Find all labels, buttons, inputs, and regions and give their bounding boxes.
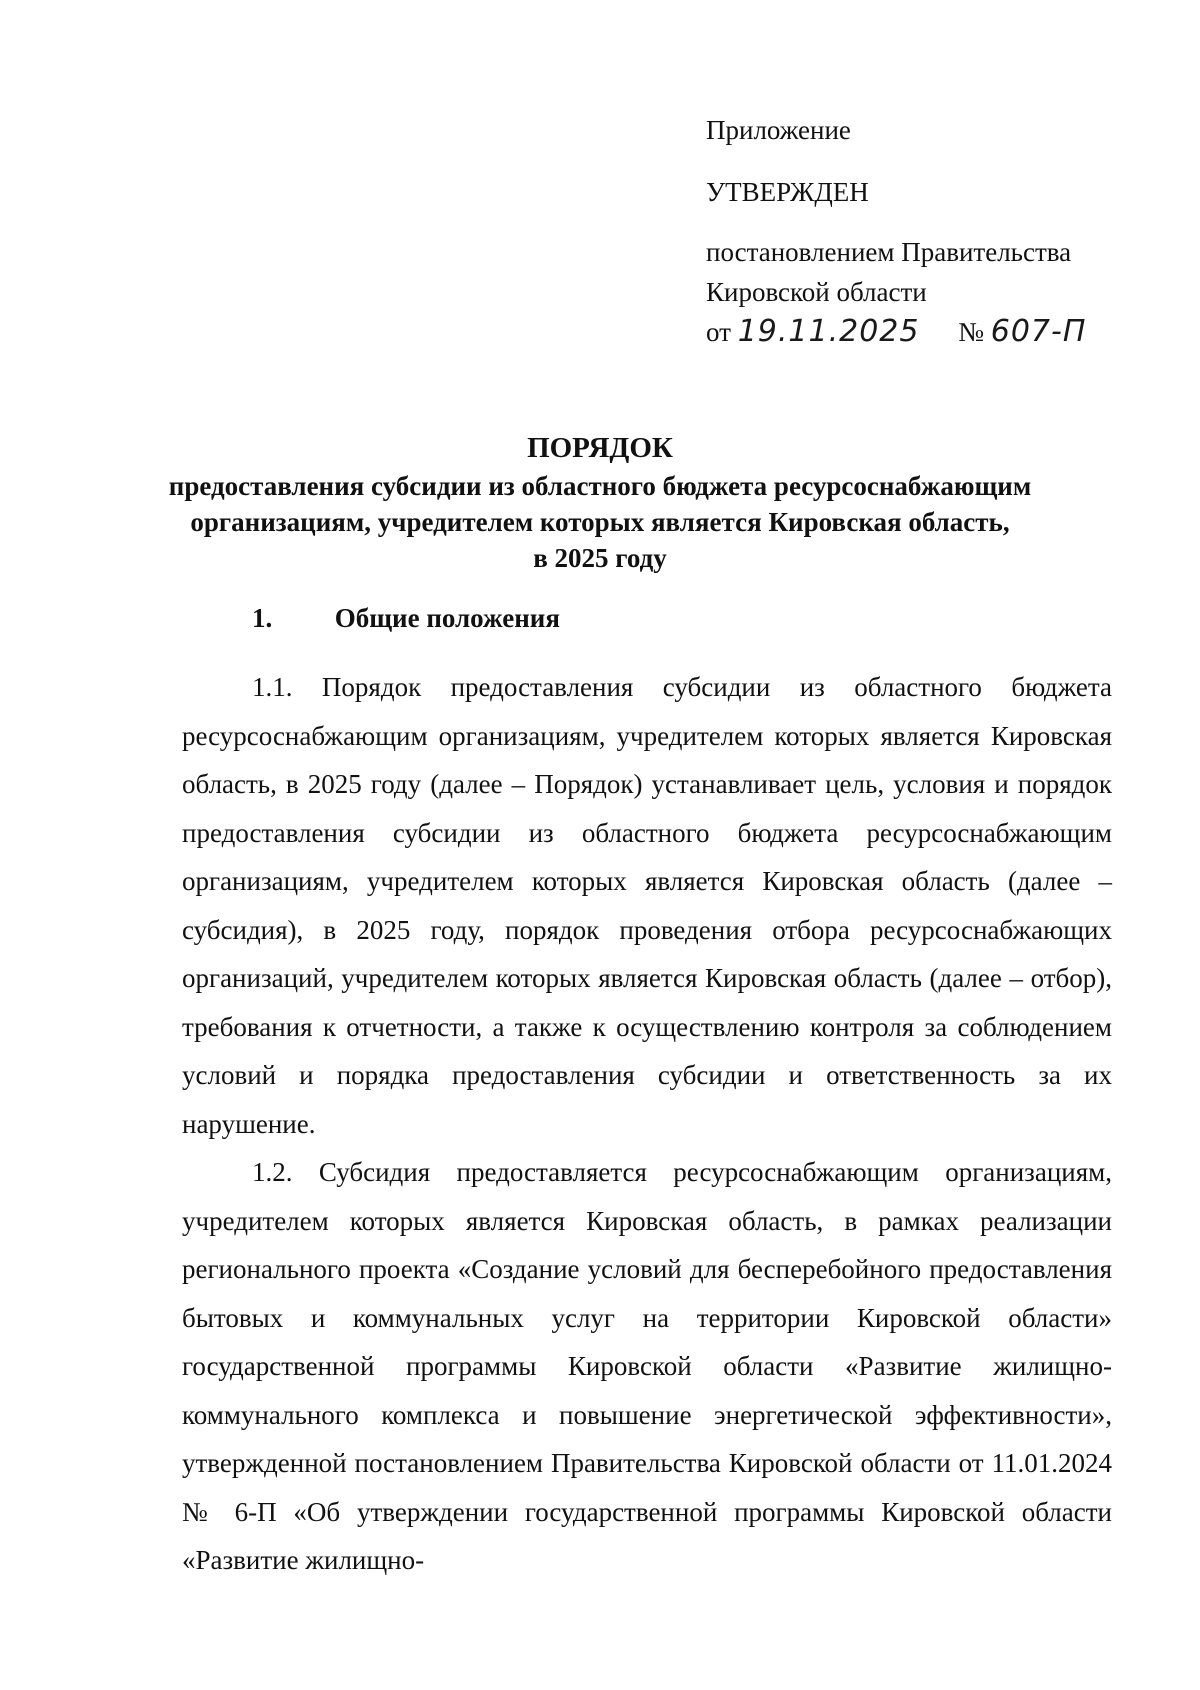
body-text <box>182 663 1112 1585</box>
paragraph-1-1: 1.1. Порядок предоставления субсидии из областного бюджета ресурсоснабжающим организациям, учредителем которых является Кировская область, в 2025 году (далее – Порядок) устанавливает цель, условия и порядок предоставления субсидии из областного бюджета ресурсоснабжающим организациям, учредителем которых является Кировская область (далее – субсидия), в 2025 году, порядок проведения отбора ресурсоснабжающих организаций, учредителем которых является Кировская область (далее – отбор), требования к отчетности, а также к осуществлению контроля за соблюдением условий и порядка предоставления субсидии и ответственность за их нарушение. <box>182 672 1112 1139</box>
title-line-2: организациям, учредителем которых является Кировская область, <box>190 507 1010 537</box>
number-sign: № <box>958 317 984 347</box>
appendix-label: Приложение <box>706 115 851 145</box>
section-number: 1. <box>252 603 273 633</box>
approved-by-line-2: Кировской области <box>706 277 927 307</box>
title-line-1: предоставления субсидии из областного бюджета ресурсоснабжающим <box>168 471 1032 501</box>
approved-by-line-1: постановлением Правительства <box>706 237 1072 267</box>
section-heading <box>252 603 560 634</box>
paragraph-1-2: 1.2. Субсидия предоставляется ресурсоснабжающим организациям, учредителем которых является Кировская область, в рамках реализации регионального проекта «Создание условий для бесперебойного предоставления бытовых и коммунальных услуг на территории Кировской области» государственной программы Кировской области «Развитие жилищно-коммунального комплекса и повышение энергетической эффективности», утвержденной постановлением Правительства Кировской области от 11.01.2024 № 6-П «Об утверждении государственной программы Кировской области «Развитие жилищно- <box>182 1157 1112 1575</box>
title-line-3: в 2025 году <box>533 543 667 573</box>
approval-block <box>706 110 1146 352</box>
handwritten-date: 19.11.2025 <box>737 314 920 349</box>
title-main: ПОРЯДОК <box>527 432 673 464</box>
handwritten-number: 607-П <box>990 314 1087 349</box>
document-title <box>160 430 1040 576</box>
approved-label: УТВЕРЖДЕН <box>706 177 869 207</box>
date-number-line <box>706 312 1146 352</box>
section-title: Общие положения <box>334 603 560 633</box>
date-prefix: от <box>706 317 731 347</box>
